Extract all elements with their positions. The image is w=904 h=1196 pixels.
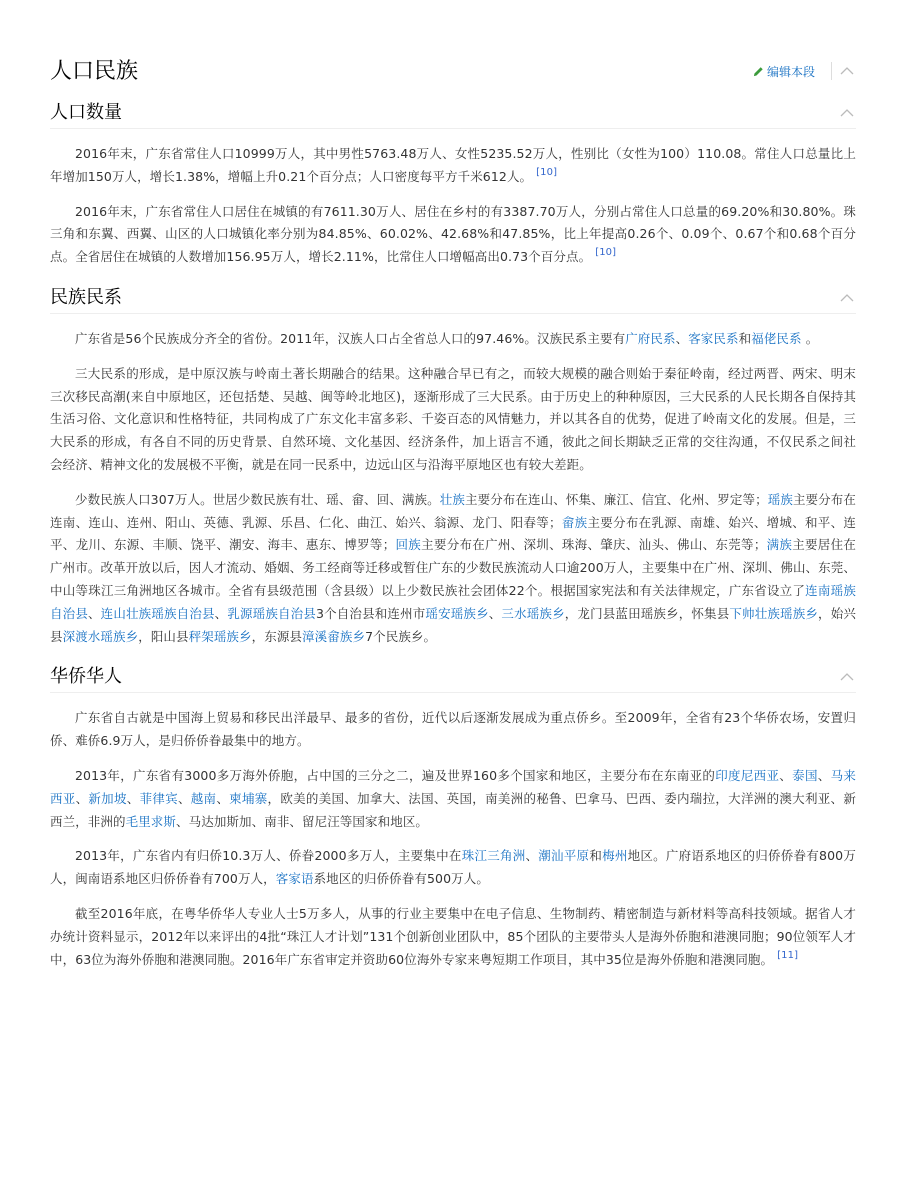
paragraph-text: 少数民族人口307万人。世居少数民族有壮、瑶、畲、回、满族。 xyxy=(75,491,440,507)
internal-link[interactable]: 连山壮族瑶族自治县 xyxy=(100,605,215,621)
paragraph-text: 广东省是56个民族成分齐全的省份。2011年，汉族人口占全省总人口的97.46%。汉族民系主要有 xyxy=(75,330,626,346)
internal-link[interactable]: 泰国 xyxy=(792,767,818,783)
internal-link[interactable]: 连南瑶族自治县 xyxy=(50,582,856,621)
paragraph xyxy=(50,765,856,833)
edit-section-label: 编辑本段 xyxy=(766,64,815,79)
internal-link[interactable]: 漳溪畲族乡 xyxy=(302,628,366,644)
internal-link[interactable]: 秤架瑶族乡 xyxy=(188,628,252,644)
internal-link[interactable]: 客家语 xyxy=(275,871,314,887)
internal-link[interactable]: 瑶族 xyxy=(767,491,793,507)
article-content xyxy=(50,52,856,981)
internal-link[interactable]: 畲族 xyxy=(561,514,588,530)
internal-link[interactable]: 马来西亚 xyxy=(50,767,857,806)
collapse-chevron-up-icon[interactable] xyxy=(840,670,854,684)
paragraph-text: 7个民族乡。 xyxy=(365,628,437,644)
internal-link[interactable]: 乳源瑶族自治县 xyxy=(227,605,316,621)
paragraph-text: 、 xyxy=(177,790,191,806)
reference-link[interactable]: [10] xyxy=(595,247,617,259)
internal-link[interactable]: 新加坡 xyxy=(88,790,127,806)
paragraph-text: ，始兴县 xyxy=(50,605,856,644)
page-title: 人口民族 xyxy=(50,59,139,84)
internal-link[interactable]: 深渡水瑶族乡 xyxy=(62,628,139,644)
subsection-header xyxy=(50,283,856,314)
internal-link[interactable]: 毛里求斯 xyxy=(125,813,177,829)
edit-section-button[interactable] xyxy=(753,63,815,80)
internal-link[interactable]: 越南 xyxy=(190,790,217,806)
section-tools xyxy=(753,62,854,80)
subsection-header xyxy=(50,662,856,693)
paragraph-text: 主要分布在广州、深圳、珠海、肇庆、汕头、佛山、东莞等； xyxy=(421,537,767,553)
paragraph-text: 、 xyxy=(488,605,502,621)
internal-link[interactable]: 广府民系 xyxy=(625,330,676,346)
section-spacer xyxy=(50,971,856,981)
paragraph-text: 地区。广府语系地区的归侨侨眷有800万人，闽南语系地区归侨侨眷有700万人， xyxy=(50,848,856,887)
divider xyxy=(831,62,832,80)
internal-link[interactable]: 下帅壮族瑶族乡 xyxy=(729,605,819,621)
internal-link[interactable]: 客家民系 xyxy=(688,330,739,346)
internal-link[interactable]: 壮族 xyxy=(439,491,465,507)
paragraph-text: 、 xyxy=(779,767,793,783)
paragraph-text: 、 xyxy=(88,605,101,621)
paragraph-text: ，东源县 xyxy=(251,628,303,644)
paragraph-text: 主要分布在连南、连山、连州、阳山、英德、乳源、乐昌、仁化、曲江、始兴、翁源、龙门、阳春等； xyxy=(50,491,856,530)
internal-link[interactable]: 满族 xyxy=(766,537,793,553)
paragraph-text: 三大民系的形成，是中原汉族与岭南土著长期融合的结果。这种融合早已有之，而较大规模的融合则始于秦征岭南，经过两晋、两宋、明末三次移民高潮(来自中原地区，还包括楚、吴越、闽等岭北地区)，逐渐形成了三大民系。由于历史上的种种原因，三大民系的人民长期各自保持其生活习俗、文化意识和性格特征，共同构成了广东文化丰富多彩、千姿百态的风情魅力，并以其各自的优势，促进了岭南文化的发展。但是，三大民系的形成，有各自不同的历史背景、自然环境、文化基因、经济条件，加上语言不通，彼此之间长期缺乏正常的交往沟通，不仅民系之间社会经济、精神文化的发展极不平衡，就是在同一民系中，边远山区与沿海平原地区也有较大差距。 xyxy=(50,365,856,472)
paragraph-text: 、 xyxy=(126,790,140,806)
paragraph-text: 3个自治县和连州市 xyxy=(315,605,426,621)
reference-link[interactable]: [11] xyxy=(777,949,799,961)
paragraph-text: 、 xyxy=(817,767,831,783)
paragraph xyxy=(50,845,856,891)
paragraph-text: 2013年，广东省有3000多万海外侨胞，占中国的三分之二，遍及世界160多个国家和地区，主要分布在东南亚的 xyxy=(75,767,716,783)
paragraph xyxy=(50,363,856,477)
section-header xyxy=(50,52,856,92)
pencil-icon xyxy=(753,66,764,77)
subsection-title: 人口数量 xyxy=(50,102,122,123)
reference-link[interactable]: [10] xyxy=(536,166,558,178)
internal-link[interactable]: 瑶安瑶族乡 xyxy=(425,605,489,621)
internal-link[interactable]: 菲律宾 xyxy=(139,790,178,806)
internal-link[interactable]: 珠江三角洲 xyxy=(461,848,526,864)
paragraph-text: 、 xyxy=(75,790,89,806)
paragraph-text: 和 xyxy=(738,330,752,346)
paragraph-text: 系地区的归侨侨眷有500万人。 xyxy=(313,871,489,887)
internal-link[interactable]: 梅州 xyxy=(602,848,628,864)
paragraph xyxy=(50,903,856,971)
section-spacer xyxy=(50,648,856,658)
subsection-title: 民族民系 xyxy=(50,286,122,308)
sections-container xyxy=(50,98,856,981)
collapse-chevron-up-icon[interactable] xyxy=(840,291,854,305)
paragraph-text: 主要分布在连山、怀集、廉江、信宜、化州、罗定等； xyxy=(464,491,768,507)
paragraph-text: ，欧美的美国、加拿大、法国、英国，南美洲的秘鲁、巴拿马、巴西、委内瑞拉，大洋洲的澳大利亚、新西兰，非洲的 xyxy=(50,790,856,829)
section-spacer xyxy=(50,269,856,279)
collapse-chevron-up-icon[interactable] xyxy=(840,64,854,78)
paragraph-text: 2016年末，广东省常住人口10999万人，其中男性5763.48万人、女性5235.52万人，性别比（女性为100）110.08。常住人口总量比上年增加150万人，增长1.38%，增幅上升0.21个百分点；人口密度每平方千米612人。 xyxy=(50,146,856,184)
internal-link[interactable]: 三水瑶族乡 xyxy=(501,605,565,621)
paragraph-text: 。 xyxy=(801,330,819,346)
paragraph-text: 广东省自古就是中国海上贸易和移民出洋最早、最多的省份，近代以后逐渐发展成为重点侨乡。至2009年，全省有23个华侨农场，安置归侨、难侨6.9万人，是归侨侨眷最集中的地方。 xyxy=(50,710,856,749)
paragraph-text: 截至2016年底，在粤华侨华人专业人士5万多人，从事的行业主要集中在电子信息、生物制药、精密制造与新材料等高科技领域。据省人才办统计资料显示，2012年以来评出的4批“珠江人才计划”131个创新创业团队中，85个团队的主要带头人是海外侨胞和港澳同胞；90位领军人才中，63位为海外侨胞和港澳同胞。2016年广东省审定并资助60位海外专家来粤短期工作项目，其中35位是海外侨胞和港澳同胞。 xyxy=(50,905,856,967)
internal-link[interactable]: 柬埔寨 xyxy=(229,790,268,806)
internal-link[interactable]: 印度尼西亚 xyxy=(715,767,780,783)
paragraph-text: 和 xyxy=(589,848,603,864)
paragraph-text: 主要居住在广州市。改革开放以后，因人才流动、婚姻、务工经商等迁移或暂住广东的少数民族流动人口逾200万人，主要集中在广州、深圳、佛山、东莞、中山等珠江三角洲地区各城市。全省有县级范围（含县级）以上少数民族社会团体22个。根据国家宪法和有关法律规定，广东省设立了 xyxy=(50,537,857,598)
paragraph-text: 、 xyxy=(675,330,689,346)
paragraph-text: ，阳山县 xyxy=(138,628,189,644)
paragraph-text: 主要分布在乳源、南雄、始兴、增城、和平、连平、龙川、东源、丰顺、饶平、潮安、海丰、惠东、博罗等； xyxy=(50,514,856,553)
internal-link[interactable]: 回族 xyxy=(395,537,422,553)
internal-link[interactable]: 福佬民系 xyxy=(751,330,802,346)
paragraph-text: ，龙门县蓝田瑶族乡，怀集县 xyxy=(564,605,730,621)
paragraph-text: 2013年，广东省内有归侨10.3万人、侨眷2000多万人，主要集中在 xyxy=(75,848,462,864)
paragraph xyxy=(50,328,856,351)
paragraph xyxy=(50,201,856,269)
paragraph-text: 、 xyxy=(214,605,228,621)
paragraph xyxy=(50,143,856,189)
paragraph-text: 、 xyxy=(525,848,539,864)
paragraph xyxy=(50,489,856,649)
paragraph xyxy=(50,707,856,753)
collapse-chevron-up-icon[interactable] xyxy=(840,106,854,120)
subsection-title: 华侨华人 xyxy=(50,666,122,688)
paragraph-text: 、 xyxy=(216,790,230,806)
paragraph-text: 2016年末，广东省常住人口居住在城镇的有7611.30万人、居住在乡村的有3387.70万人，分别占常住人口总量的69.20%和30.80%。珠三角和东翼、西翼、山区的人口城镇化率分别为84.85%、60.02%、42.68%和47.85%，比上年提高0.26个、0.09个、0.67个和0.68个百分点。全省居住在城镇的人数增加156.95万人，增长2.11%，比常住人口增幅高出0.73个百分点。 xyxy=(50,203,856,265)
subsection-header xyxy=(50,98,856,129)
paragraph-text: 、马达加斯加、南非、留尼汪等国家和地区。 xyxy=(176,813,429,829)
internal-link[interactable]: 潮汕平原 xyxy=(538,848,590,864)
